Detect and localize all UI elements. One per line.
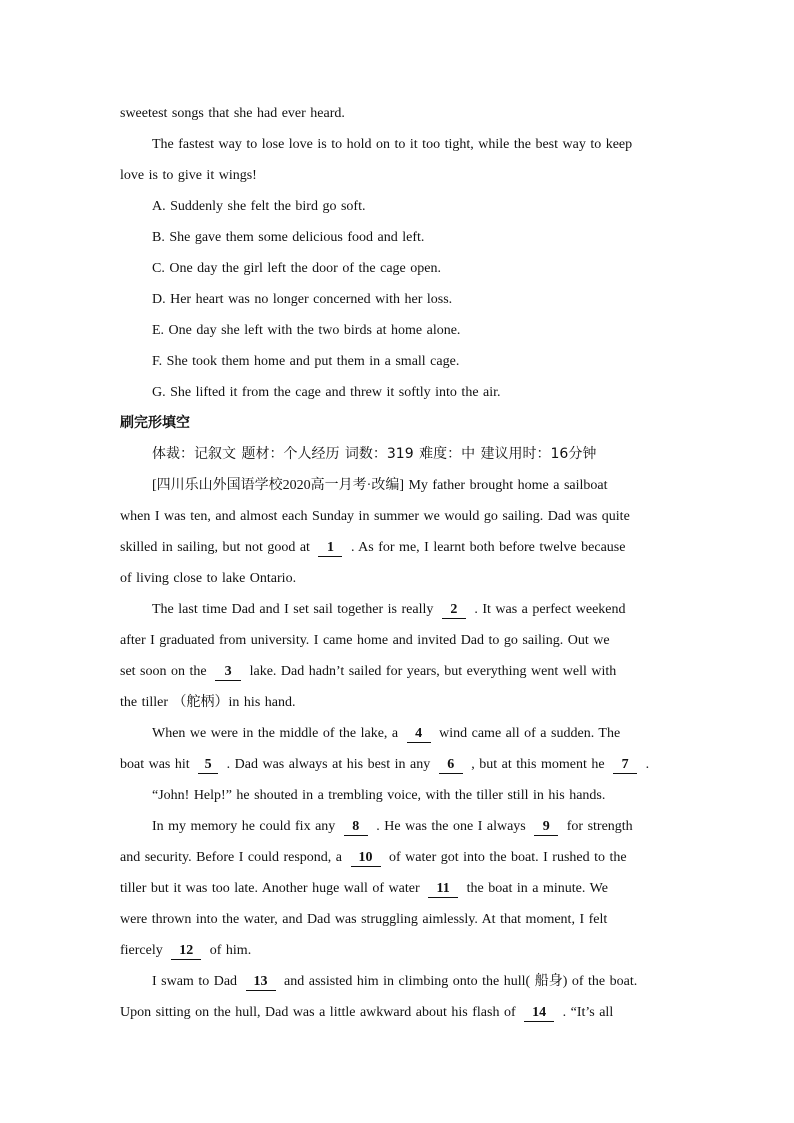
blank-13: 13 — [246, 974, 276, 991]
blank-7: 7 — [613, 757, 637, 774]
blank-10: 10 — [351, 850, 381, 867]
cloze-text: . As for me, I learnt both before twelve because — [350, 540, 626, 555]
option-d: D. Her heart was no longer concerned with her loss. — [152, 292, 453, 307]
cloze-text: boat was hit — [120, 757, 190, 772]
cloze-text-line — [120, 749, 675, 780]
cloze-text-line: of living close to lake Ontario. — [120, 571, 297, 586]
cloze-text: . It was a perfect weekend — [474, 602, 626, 617]
cloze-text-line: were thrown into the water, and Dad was struggling aimlessly. At that moment, I felt — [120, 912, 608, 927]
cloze-text-line — [120, 718, 675, 749]
cloze-text-line — [120, 873, 675, 904]
blank-4: 4 — [407, 726, 431, 743]
cloze-text: skilled in sailing, but not good at — [120, 540, 310, 555]
passage-text-line: sweetest songs that she had ever heard. — [120, 106, 345, 121]
cloze-text: and assisted him in climbing onto the hull( 船身) of the boat. — [284, 974, 638, 989]
cloze-text: . “It’s all — [562, 1005, 614, 1020]
cloze-text: I swam to Dad — [152, 974, 238, 989]
exercise-meta: 体裁：记叙文 题材：个人经历 词数：319 难度：中 建议用时：16分钟 — [152, 446, 597, 462]
cloze-text: the boat in a minute. We — [466, 881, 608, 896]
cloze-text-line — [120, 811, 675, 842]
document-page — [120, 98, 675, 1028]
cloze-text-line — [120, 935, 675, 966]
option-b: B. She gave them some delicious food and left. — [152, 230, 425, 245]
blank-8: 8 — [344, 819, 368, 836]
blank-6: 6 — [439, 757, 463, 774]
cloze-text-line: when I was ten, and almost each Sunday in summer we would go sailing. Dad was quite — [120, 509, 630, 524]
blank-1: 1 — [318, 540, 342, 557]
blank-3: 3 — [215, 664, 241, 681]
cloze-text: When we were in the middle of the lake, a — [152, 726, 399, 741]
cloze-text-line: after I graduated from university. I came home and invited Dad to go sailing. Out we — [120, 633, 610, 648]
option-a: A. Suddenly she felt the bird go soft. — [152, 199, 366, 214]
passage-text-line: The fastest way to lose love is to hold on to it too tight, while the best way to keep — [152, 137, 633, 152]
cloze-text-line — [120, 966, 675, 997]
cloze-text: . Dad was always at his best in any — [226, 757, 431, 772]
blank-14: 14 — [524, 1005, 554, 1022]
cloze-text: . — [645, 757, 650, 772]
option-c: C. One day the girl left the door of the cage open. — [152, 261, 441, 276]
option-g: G. She lifted it from the cage and threw it softly into the air. — [152, 385, 501, 400]
cloze-text: set soon on the — [120, 664, 207, 679]
cloze-text: lake. Dad hadn’t sailed for years, but everything went well with — [249, 664, 617, 679]
blank-12: 12 — [171, 943, 201, 960]
blank-11: 11 — [428, 881, 458, 898]
cloze-text: The last time Dad and I set sail together is really — [152, 602, 434, 617]
cloze-text-line — [120, 842, 675, 873]
cloze-text: In my memory he could fix any — [152, 819, 336, 834]
blank-2: 2 — [442, 602, 466, 619]
section-title: 刷完形填空 — [120, 415, 190, 431]
passage-text-line: love is to give it wings! — [120, 168, 257, 183]
blank-9: 9 — [534, 819, 558, 836]
cloze-text: . He was the one I always — [376, 819, 526, 834]
cloze-text-line: the tiller （舵柄）in his hand. — [120, 695, 296, 710]
cloze-text: of him. — [209, 943, 252, 958]
cloze-text-line — [120, 997, 675, 1028]
cloze-text-line: “John! Help!” he shouted in a trembling voice, with the tiller still in his hands. — [152, 788, 606, 803]
cloze-text: wind came all of a sudden. The — [439, 726, 621, 741]
cloze-text-line: [四川乐山外国语学校2020高一月考·改编] My father brought home a sailboat — [152, 478, 608, 493]
cloze-text: , but at this moment he — [471, 757, 605, 772]
option-e: E. One day she left with the two birds at home alone. — [152, 323, 461, 338]
cloze-text: Upon sitting on the hull, Dad was a little awkward about his flash of — [120, 1005, 516, 1020]
cloze-text: fiercely — [120, 943, 163, 958]
cloze-text-line — [120, 656, 675, 687]
cloze-text: and security. Before I could respond, a — [120, 850, 343, 865]
blank-5: 5 — [198, 757, 218, 774]
cloze-text-line — [120, 532, 675, 563]
option-f: F. She took them home and put them in a small cage. — [152, 354, 460, 369]
cloze-text: of water got into the boat. I rushed to the — [389, 850, 627, 865]
cloze-text-line — [120, 594, 675, 625]
cloze-text: for strength — [566, 819, 633, 834]
cloze-text: tiller but it was too late. Another huge wall of water — [120, 881, 420, 896]
